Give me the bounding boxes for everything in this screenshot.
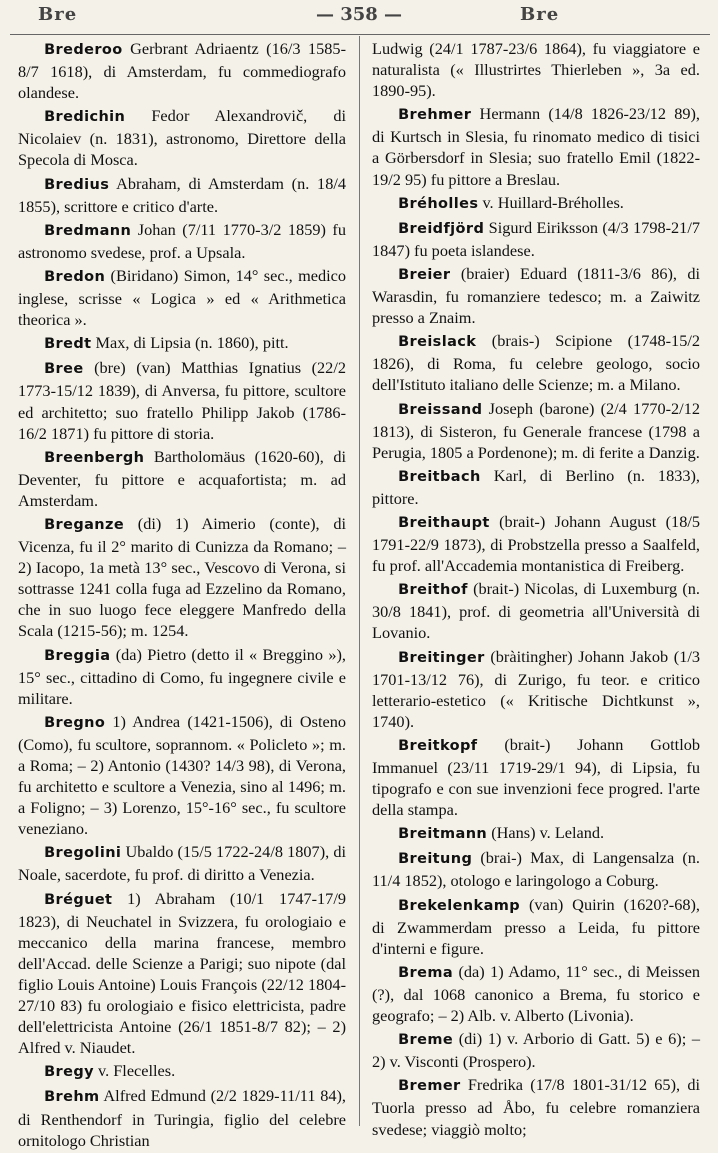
- dictionary-entry: [372, 398, 700, 463]
- dictionary-entry: [372, 847, 700, 891]
- entry-text: (brais-) Scipione (1748-15/2 1826), di Roma, fu celebre geologo, socio dell'Istituto italiano delle Scienze; m. a Milano.: [372, 331, 700, 395]
- dictionary-entry: [18, 1060, 346, 1083]
- entry-text: (brait-) Johann August (18/5 1791-22/9 1873), di Probstzella presso a Saalfeld, fu prof. all'Accademia montanistica di Freiberg.: [372, 511, 700, 576]
- dictionary-entry: [372, 894, 700, 959]
- dictionary-entry: [18, 332, 346, 355]
- dictionary-entry: [18, 711, 346, 840]
- dictionary-entry: [372, 192, 700, 215]
- entry-text: Abraham, di Amsterdam (n. 18/4 1855), scrittore e critico d'arte.: [18, 173, 346, 216]
- entry-headword: Breidfjörd: [398, 220, 485, 237]
- entry-headword: Bremer: [398, 1078, 461, 1095]
- entry-text: Alfred Edmund (2/2 1829-11/11 84), di Renthendorf in Turingia, figlio del celebre ornitologo Christian: [18, 1086, 346, 1150]
- entry-headword: Bredmann: [44, 222, 132, 239]
- entry-text: Joseph (barone) (2/4 1770-2/12 1813), di Sisteron, fu Generale francese (1798 a Perugia, 1805 a Pordenone); m. di ferite a Danzig.: [372, 398, 700, 462]
- dictionary-entry: [18, 357, 346, 443]
- dictionary-entry: [372, 822, 700, 845]
- entry-text: (brait-) Johann Gottlob Immanuel (23/11 1719-29/1 94), di Lipsia, fu tipografo e con sue invenzioni fece progred. l'arte della stampa.: [372, 734, 700, 820]
- entry-headword: Bregolini: [44, 845, 122, 862]
- header-rule: [10, 34, 710, 35]
- dictionary-entry: [18, 1085, 346, 1150]
- header-right-guideword: Bre: [520, 4, 560, 25]
- dictionary-entry: [372, 646, 700, 732]
- entry-text: Max, di Lipsia (n. 1860), pitt.: [91, 333, 289, 353]
- entry-headword: Breitung: [398, 851, 473, 868]
- entry-headword: Breme: [398, 1032, 454, 1049]
- column-divider: [359, 36, 360, 1126]
- entry-text: Gerbrant Adriaentz (16/3 1585-8/7 1618), di Amsterdam, fu commediografo olandese.: [18, 39, 346, 103]
- entry-headword: Breier: [398, 266, 451, 283]
- entry-text: Fredrika (17/8 1801-31/12 65), di Tuorla presso ad Åbo, fu celebre romanziera svedese; viaggiò molto;: [372, 1075, 700, 1139]
- entry-text: (da) Pietro (detto il « Breggino »), 15° sec., cittadino di Como, fu ingegnere civile e militare.: [18, 644, 346, 708]
- dictionary-entry: [372, 511, 700, 576]
- entry-text: (di) 1) v. Arborio di Gatt. 5) e 6); – 2) v. Visconti (Prospero).: [372, 1029, 700, 1072]
- dictionary-entry: [372, 1074, 700, 1139]
- entry-text: (Biridano) Simon, 14° sec., medico inglese, scrisse « Logica » ed « Arithmetica theorica ».: [18, 265, 346, 330]
- entry-text: v. Flecelles.: [93, 1061, 176, 1081]
- entry-text: (da) 1) Adamo, 11° sec., di Meissen (?), dal 1068 canonico a Brema, fu storico e geografo; – 2) Alb. v. Alberto (Livonia).: [372, 961, 700, 1026]
- dictionary-entry: [18, 644, 346, 709]
- dictionary-entry: [372, 734, 700, 820]
- entry-headword: Bredon: [44, 268, 106, 285]
- entry-headword: Breitkopf: [398, 737, 478, 754]
- dictionary-entry: [372, 38, 700, 101]
- entry-headword: Breganze: [44, 516, 125, 533]
- entry-text: Ubaldo (15/5 1722-24/8 1807), di Noale, sacerdote, fu prof. di diritto a Venezia.: [18, 842, 346, 885]
- entry-text: (brait-) Nicolas, di Luxemburg (n. 30/8 1841), prof. di geometria all'Università di Lovanio.: [372, 579, 700, 643]
- entry-headword: Breggia: [44, 647, 111, 664]
- left-column: [18, 38, 346, 1153]
- entry-headword: Brehm: [44, 1089, 100, 1106]
- entry-text: (van) Quirin (1620?-68), di Zwammerdam presso a Leida, fu pittore d'interni e figure.: [372, 894, 700, 958]
- page-number: — 358 —: [315, 4, 403, 25]
- dictionary-entry: [18, 219, 346, 263]
- right-column: [372, 38, 700, 1142]
- entry-headword: Bregy: [44, 1064, 94, 1081]
- entry-headword: Bredius: [44, 176, 110, 193]
- entry-headword: Breislack: [398, 334, 477, 351]
- dictionary-entry: [372, 263, 700, 328]
- header-left-guideword: Bre: [38, 4, 78, 25]
- dictionary-entry: [18, 105, 346, 170]
- entry-headword: Breitmann: [398, 826, 488, 843]
- entry-headword: Bréguet: [44, 891, 113, 908]
- entry-text: v. Huillard-Bréholles.: [478, 192, 624, 212]
- entry-text: (Hans) v. Leland.: [487, 823, 605, 843]
- entry-headword: Breithof: [398, 582, 468, 599]
- entry-text: Hermann (14/8 1826-23/12 89), di Kurtsch in Slesia, fu rinomato medico di tisici a Görbersdorf in Slesia; suo fratello Emil (1822-19/2 95) fu pittore a Breslau.: [372, 104, 700, 189]
- entry-headword: Breitinger: [398, 649, 485, 666]
- entry-headword: Brema: [398, 964, 454, 981]
- entry-text: Bartholomäus (1620-60), di Deventer, fu pittore e acquafortista; m. ad Amsterdam.: [18, 446, 346, 510]
- entry-text: Karl, di Berlino (n. 1833), pittore.: [372, 465, 700, 508]
- entry-text: (braier) Eduard (1811-3/6 86), di Warasdin, fu romanziere tedesco; m. a Zaiwitz presso a Znaim.: [372, 263, 700, 328]
- entry-headword: Breissand: [398, 401, 483, 418]
- dictionary-entry: [18, 173, 346, 217]
- dictionary-entry: [372, 465, 700, 509]
- entry-text: Fedor Alexandrovič, di Nicolaiev (n. 1831), astronomo, Direttore della Specola di Mosca.: [18, 106, 346, 170]
- dictionary-entry: [372, 103, 700, 189]
- entry-text: (di) 1) Aimerio (conte), di Vicenza, fu il 2° marito di Cunizza da Romano; – 2) Iacopo, 1a metà 13° sec., Vescovo di Verona, si sottrasse 1241 colla fuga ad Ezzelino da Romano, che in suo luogo fece eleggere Manfredo della Scala (1215-56); m. 1254.: [18, 513, 346, 641]
- dictionary-entry: [372, 961, 700, 1026]
- entry-text: (bràitingher) Johann Jakob (1/3 1701-13/12 76), di Zurigo, fu teor. e critico letterario-estetico (« Kritische Dichtkunst », 1740).: [372, 646, 700, 731]
- dictionary-entry: [18, 888, 346, 1059]
- dictionary-entry: [372, 217, 700, 261]
- entry-text: 1) Abraham (10/1 1747-17/9 1823), di Neuchatel in Svizzera, fu orologiaio e meccanico della marina francese, membro dell'Accad. delle Scienze a Parigi; suo nipote (dal figlio Louis Antoine) Louis François (22/12 1804-27/10 83) fu orologiaio e fisico elettricista, padre dell'elettricista Antoine (26/1 1851-8/7 82); – 2) Alfred v. Niaudet.: [18, 888, 346, 1058]
- entry-text: Ludwig (24/1 1787-23/6 1864), fu viaggiatore e naturalista (« Illustrirtes Thierleben », 3a ed. 1890-95).: [372, 39, 700, 101]
- entry-headword: Bregno: [44, 714, 106, 731]
- dictionary-entry: [18, 38, 346, 103]
- entry-text: Johan (7/11 1770-3/2 1859) fu astronomo svedese, prof. a Upsala.: [18, 219, 346, 262]
- entry-headword: Bredt: [44, 336, 92, 353]
- entry-headword: Bree: [44, 361, 84, 378]
- dictionary-entry: [372, 1028, 700, 1072]
- entry-text: Sigurd Eiriksson (4/3 1798-21/7 1847) fu poeta islandese.: [372, 217, 700, 260]
- entry-headword: Brekelenkamp: [398, 897, 521, 914]
- entry-headword: Brehmer: [398, 107, 472, 124]
- entry-headword: Breitbach: [398, 468, 481, 485]
- dictionary-entry: [18, 265, 346, 330]
- dictionary-entry: [372, 578, 700, 643]
- page-header: [0, 4, 718, 28]
- entry-text: (brai-) Max, di Langensalza (n. 11/4 1852), otologo e laringologo a Coburg.: [372, 848, 700, 891]
- dictionary-entry: [372, 330, 700, 395]
- entry-headword: Breithaupt: [398, 514, 490, 531]
- dictionary-entry: [18, 513, 346, 642]
- entry-text: 1) Andrea (1421-1506), di Osteno (Como), fu scultore, soprannom. « Policleto »; m. a Roma; – 2) Antonio (1430? 14/3 98), di Verona, fu architetto e scultore a Venezia, sino al 1496; m. a Foligno; – 3) Lorenzo, 15°-16° sec., fu scultore veneziano.: [18, 711, 346, 839]
- entry-headword: Breenbergh: [44, 449, 145, 466]
- dictionary-entry: [18, 841, 346, 885]
- entry-headword: Brederoo: [44, 42, 123, 58]
- entry-headword: Bréholles: [398, 195, 479, 212]
- entry-headword: Bredichin: [44, 109, 126, 126]
- dictionary-entry: [18, 446, 346, 511]
- entry-text: (bre) (van) Matthias Ignatius (22/2 1773-15/12 1839), di Anversa, fu pittore, scultore ed architetto; suo fratello Philipp Jakob (1786-16/2 1871) fu pittore di storia.: [18, 358, 346, 443]
